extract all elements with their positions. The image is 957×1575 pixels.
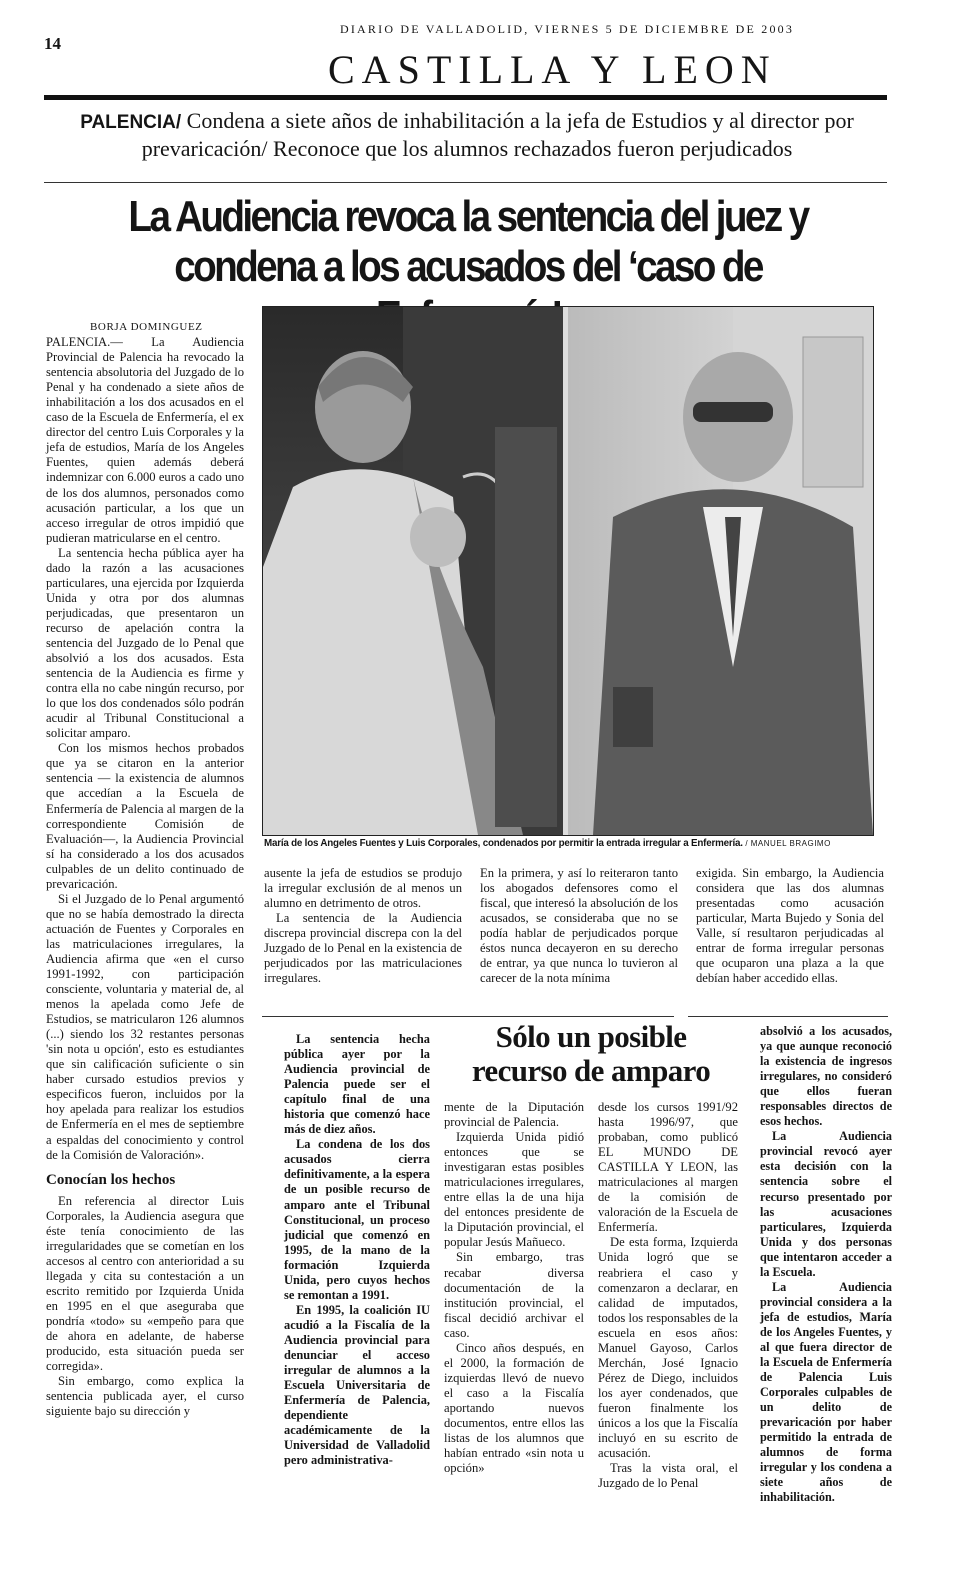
sidebar-paragraph: Izquierda Unida pidió entonces que se investigaran estas posibles matriculaciones irregulares, entre ellas la de una hija del entonces presidente de la Diputación provincial, el popular Jesús Mañueco. [444,1130,584,1250]
sidebar-paragraph: Sin embargo, tras recabar diversa documentación de la institución provincial, el fiscal decidió archivar el caso. [444,1250,584,1340]
photo-image [263,307,873,835]
sidebar-paragraph: Tras la vista oral, el Juzgado de lo Penal [598,1461,738,1491]
section-title: CASTILLA Y LEON [328,47,777,92]
sidebar-paragraph: absolvió a los acusados, ya que aunque reconoció la existencia de ingresos irregulares, no consideró que ellos fueran responsables directos de esos hechos. [760,1024,892,1129]
sidebar-headline: Sólo un posible recurso de amparo [471,1019,711,1088]
sidebar-paragraph: mente de la Diputación provincial de Palencia. [444,1100,584,1130]
article-column-2 [264,866,462,986]
sidebar-column-1 [284,1032,430,1468]
article-column-4 [696,866,884,986]
kicker [52,108,882,162]
divider [262,1016,674,1017]
kicker-rule [44,182,887,183]
photo-caption-text: María de los Angeles Fuentes y Luis Corporales, condenados por permitir la entrada irregular a Enfermería. [264,838,743,849]
article-paragraph: La sentencia de la Audiencia discrepa provincial discrepa con la del Juzgado de lo Penal en la existencia de perjudicados por las matriculaciones irregulares. [264,911,462,986]
article-column-1 [46,320,244,1419]
sidebar-paragraph: En 1995, la coalición IU acudió a la Fiscalía de la Audiencia provincial para denunciar el acceso irregular de alumnos a la Escuela Universitaria de Enfermería de Palencia, dependiente académicamente de la Universidad de Valladolid pero administrativa- [284,1302,430,1468]
sidebar-column-3 [598,1100,738,1491]
subheading: Conocían los hechos [46,1171,176,1188]
sidebar-paragraph: La sentencia hecha pública ayer por la Audiencia provincial de Palencia puede ser el capítulo final de una historia que comenzó hace más de diez años. [284,1032,430,1137]
byline: BORJA DOMINGUEZ [90,321,203,333]
article-paragraph: En la primera, y así lo reiteraron tanto los abogados defensores como el fiscal, que interesó la absolución de los acusados, se consideraba que no se podía hablar de perjudicados porque éstos nunca decayeron en su derecho de entrar, ya que nunca lo tuvieron al carecer de la nota mínima [480,866,678,986]
sidebar-paragraph: La Audiencia provincial revocó ayer esta decisión con la sentencia sobre el recurso presentado por las acusaciones particulares, Izquierda Unida y dos personas que intentaron acceder a la Escuela. [760,1129,892,1279]
kicker-text: Condena a siete años de inhabilitación a la jefa de Estudios y al director por prevaricación/ Reconoce que los alumnos rechazados fueron perjudicados [141,108,854,161]
article-paragraph: PALENCIA.— La Audiencia Provincial de Palencia ha revocado la sentencia absolutoria del Juzgado de lo Penal y ha condenado a siete años de inhabilitación a los dos acusados en el caso de la Escuela de Enfermería, el ex director del centro Luis Corporales y la jefa de estudios, María de los Angeles Fuentes, quien además deberá indemnizar con 6.000 euros a cado uno de los dos alumnos, personados como acusación particular, a los que un acceso irregular de otros impidió que pudieran matricularse en el centro. [46,335,244,545]
headline: La Audiencia revoca la sentencia del juez y condena a los acusados del ‘caso de [128,192,808,291]
sidebar-paragraph: De esta forma, Izquierda Unida logró que se reabriera el caso y comenzaron a declarar, en calidad de imputados, todos los responsables de la escuela en esos años: Manuel Gayoso, Carlos Merchán, José Ignacio Pérez de Diego, incluidos los ayer condenados, que fueron finalmente los únicos a los que la Fiscalía incluyó en su escrito de acusación. [598,1235,738,1461]
section-rule [44,95,887,100]
article-paragraph: exigida. Sin embargo, la Audiencia considera que las dos alumnas presentadas como acusación particular, Marta Bujedo y Sonia del Valle, sí resultaron perjudicadas al entrar de forma irregular personas que ocuparon una plaza a la que debían haber accedido ellas. [696,866,884,986]
photo-caption [264,838,884,849]
article-paragraph: Sin embargo, como explica la sentencia publicada ayer, el curso siguiente bajo su dirección y [46,1374,244,1419]
sidebar-column-2 [444,1100,584,1476]
article-column-3 [480,866,678,986]
article-paragraph: ausente la jefa de estudios se produjo la irregular exclusión de al menos un alumno en detrimento de otros. [264,866,462,911]
divider [688,1016,888,1017]
sidebar-paragraph: La Audiencia provincial considera a la jefa de estudios, María de los Angeles Fuentes, y al que fuera director de la Escuela de Enfermería de Palencia Luis Corporales culpables de un delito de prevaricación por haber permitido la entrada de alumnos de forma irregular y los condena a siete años de inhabilitación. [760,1279,892,1505]
sidebar-paragraph: La condena de los dos acusados cierra definitivamente, a la espera de un posible recurso de amparo ante el Tribunal Constitucional, un proceso judicial que comenzó en 1995, de la mano de la formación Izquierda Unida, pero cuyos hechos se remontan a 1991. [284,1137,430,1302]
sidebar-column-4 [760,1024,892,1506]
page-number: 14 [44,34,61,53]
photo-credit: / MANUEL BRAGIMO [745,839,831,848]
masthead-dateline: DIARIO DE VALLADOLID, VIERNES 5 DE DICIEMBRE DE 2003 [340,22,795,36]
kicker-tag: PALENCIA/ [80,112,182,133]
sidebar-paragraph: Cinco años después, en el 2000, la formación de izquierdas llevó de nuevo el caso a la Fiscalía aportando nuevos documentos, entre ellos las listas de los alumnos que habían entrado «sin nota u opción» [444,1340,584,1476]
article-paragraph: En referencia al director Luis Corporales, la Audiencia asegura que éste tenía conocimiento de las irregularidades que se cometían en los accesos al centro con anterioridad a su llegada y cita su contestación a un escrito remitido por Izquierda Unida en 1995 en el que aseguraba que pondría «todo» su «empeño para que de ahora en adelante, de haberse producido, esta situación pueda ser corregida». [46,1193,244,1374]
news-photo [262,306,874,836]
sidebar-paragraph: desde los cursos 1991/92 hasta 1996/97, que probaban, como publicó EL MUNDO DE CASTILLA Y LEON, las matriculaciones al margen de la comisión de valoración de la Escuela de Enfermería. [598,1100,738,1235]
article-paragraph: La sentencia hecha pública ayer ha dado la razón a las acusaciones particulares, una ejercida por Izquierda Unida y otra por dos alumnas perjudicadas, que presentaron un recurso de apelación contra la sentencia del Juzgado de lo Penal que absolvió a los dos acusados. Esta sentencia de la Audiencia es firme y contra ella no cabe ningún recurso, por lo que los dos condenados sólo podrán acudir al Tribunal Constitucional a solicitar amparo. [46,545,244,741]
article-paragraph: Si el Juzgado de lo Penal argumentó que no se había demostrado la directa actuación de Fuentes y Corporales en las matriculaciones irregulares, la Audiencia afirma que «en el curso 1991-1992, con participación consciente, voluntaria y material de, al menos la apelada como Jefe de Estudios, se matricularon 126 alumnos (...) siendo los 32 restantes personas 'sin nota u opción', esto es estudiantes que sin calificación suficiente o sin haber cursado estudios previos y especificos fueron, incluidos por la hoy apelada para realizar los estudios de Enfermería en el mes de septiembre a espaldas del conocimiento y control de la Comisión de Valoración». [46,891,244,1162]
article-paragraph: Con los mismos hechos probados que ya se citaron en la anterior sentencia — la existencia de alumnos que accedían a la Escuela de Enfermería de Palencia al margen de la correspondiente Comisión de Evaluación—, la Audiencia Provincial sí ha considerado a los dos acusados culpables de un delito continuado de prevaricación. [46,741,244,891]
